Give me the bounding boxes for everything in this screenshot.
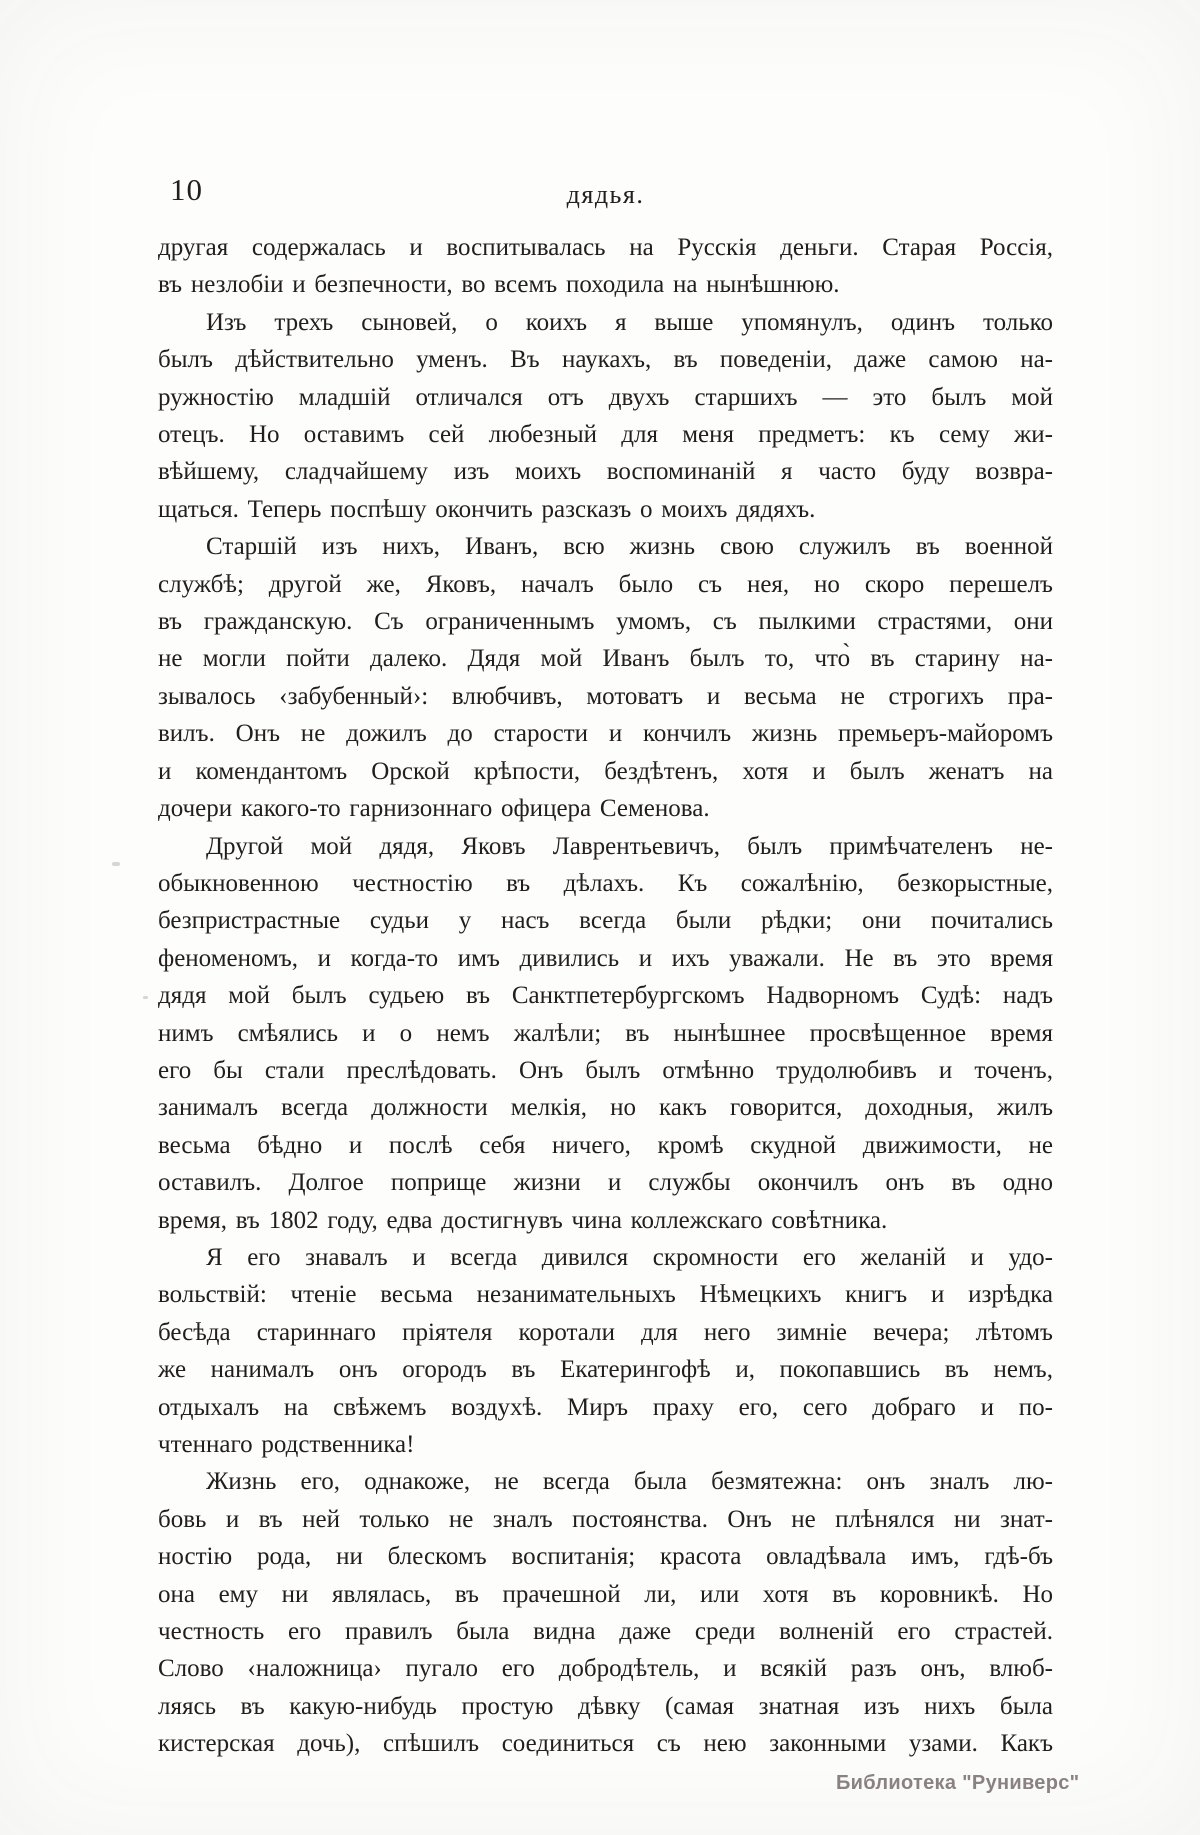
text-line: другая содержалась и воспитывалась на Русскія деньги. Старая Россія, [158, 234, 1053, 261]
text-line: нимъ смѣялись и о немъ жалѣли; въ нынѣшнее просвѣщенное время [158, 1019, 1053, 1047]
text-line: зывалось ‹забубенный›: влюбчивъ, мотоватъ и весьма не строгихъ пра- [158, 682, 1053, 710]
text-line: Другой мой дядя, Яковъ Лаврентьевичъ, былъ примѣчателенъ не- [206, 832, 1053, 860]
text-line: занималъ всегда должности мелкія, но какъ говорится, доходныя, жилъ [158, 1094, 1053, 1122]
text-line: его бы стали преслѣдовать. Онъ былъ отмѣнно трудолюбивъ и точенъ, [158, 1056, 1053, 1084]
running-header: дядья. [566, 180, 645, 209]
text-line: вѣйшему, сладчайшему изъ моихъ воспоминаній я часто буду возвра- [158, 458, 1053, 486]
text-line: честность его правилъ была видна даже среди волненій его страстей. [158, 1618, 1053, 1646]
text-line: время, въ 1802 году, едва достигнувъ чина коллежскаго совѣтника. [158, 1206, 888, 1234]
text-line: ляясь въ какую-нибудь простую дѣвку (самая знатная изъ нихъ была [158, 1692, 1053, 1720]
text-line: щаться. Теперь поспѣшу окончить разсказъ о моихъ дядяхъ. [158, 495, 816, 523]
text-line: чтеннаго родственника! [158, 1431, 415, 1458]
body-text [158, 229, 1053, 1763]
text-line: она ему ни являлась, въ прачешной ли, или хотя въ коровникѣ. Но [158, 1580, 1053, 1608]
text-line: безпристрастные судьи у насъ всегда были рѣдки; они почитались [158, 907, 1053, 935]
library-watermark: Библиотека "Руниверс" [836, 1772, 1080, 1794]
text-line: Старшій изъ нихъ, Иванъ, всю жизнь свою служилъ въ военной [206, 533, 1053, 561]
text-line: кистерская дочь), спѣшилъ соединиться съ нею законными узами. Какъ [158, 1730, 1053, 1758]
text-line: Жизнь его, однакоже, не всегда была безмятежна: онъ зналъ лю- [206, 1468, 1053, 1496]
text-line: вольствій: чтеніе весьма незанимательныхъ Нѣмецкихъ книгъ и изрѣдка [158, 1281, 1053, 1309]
text-line: не могли пойти далеко. Дядя мой Иванъ былъ то, что̀ въ старину на- [158, 645, 1053, 673]
text-line: обыкновенною честностію въ дѣлахъ. Къ сожалѣнію, безкорыстные, [158, 869, 1053, 897]
text-line: дядя мой былъ судьею въ Санктпетербургскомъ Надворномъ Судѣ: надъ [158, 982, 1053, 1010]
text-line: службѣ; другой же, Яковъ, началъ было съ нея, но скоро перешелъ [158, 570, 1053, 598]
text-line: отдыхалъ на свѣжемъ воздухѣ. Миръ праху его, сего добраго и по- [158, 1393, 1053, 1421]
text-line: весьма бѣдно и послѣ себя ничего, кромѣ скудной движимости, не [158, 1131, 1053, 1159]
text-line: былъ дѣйствительно уменъ. Въ наукахъ, въ поведеніи, даже самою на- [158, 346, 1053, 374]
text-line: вилъ. Онъ не дожилъ до старости и кончилъ жизнь премьеръ-майоромъ [158, 720, 1053, 748]
text-line: отецъ. Но оставимъ сей любезный для меня предметъ: къ сему жи- [158, 421, 1053, 449]
text-line: Изъ трехъ сыновей, о коихъ я выше упомянулъ, одинъ только [206, 308, 1053, 336]
text-line: бесѣда стариннаго пріятеля коротали для него зимніе вечера; лѣтомъ [158, 1318, 1053, 1346]
scan-artifact [112, 862, 120, 866]
text-line: бовь и въ ней только не зналъ постоянства. Онъ не плѣнялся ни знат- [158, 1505, 1053, 1533]
text-line: ностію рода, ни блескомъ воспитанія; красота овладѣвала имъ, гдѣ-бъ [158, 1543, 1053, 1571]
text-line: же нанималъ онъ огородъ въ Екатерингофѣ и, покопавшись въ немъ, [158, 1356, 1053, 1384]
text-line: дочери какого-то гарнизоннаго офицера Семенова. [158, 795, 710, 823]
text-line: оставилъ. Долгое поприще жизни и службы окончилъ онъ въ одно [158, 1169, 1053, 1197]
text-line: ружностію младшій отличался отъ двухъ старшихъ — это былъ мой [158, 383, 1053, 411]
text-line: Слово ‹наложница› пугало его добродѣтель, и всякій разъ онъ, влюб- [158, 1655, 1053, 1683]
text-line: Я его знавалъ и всегда дивился скромности его желаній и удо- [206, 1243, 1053, 1271]
text-line: въ гражданскую. Съ ограниченнымъ умомъ, съ пылкими страстями, они [158, 608, 1053, 636]
page-number: 10 [170, 172, 203, 207]
scan-artifact [143, 996, 148, 999]
text-line: и комендантомъ Орской крѣпости, бездѣтенъ, хотя и былъ женатъ на [158, 757, 1053, 785]
text-line: феноменомъ, и когда-то имъ дивились и ихъ уважали. Не въ это время [158, 944, 1053, 972]
text-line: въ незлобіи и безпечности, во всемъ походила на нынѣшнюю. [158, 271, 840, 299]
